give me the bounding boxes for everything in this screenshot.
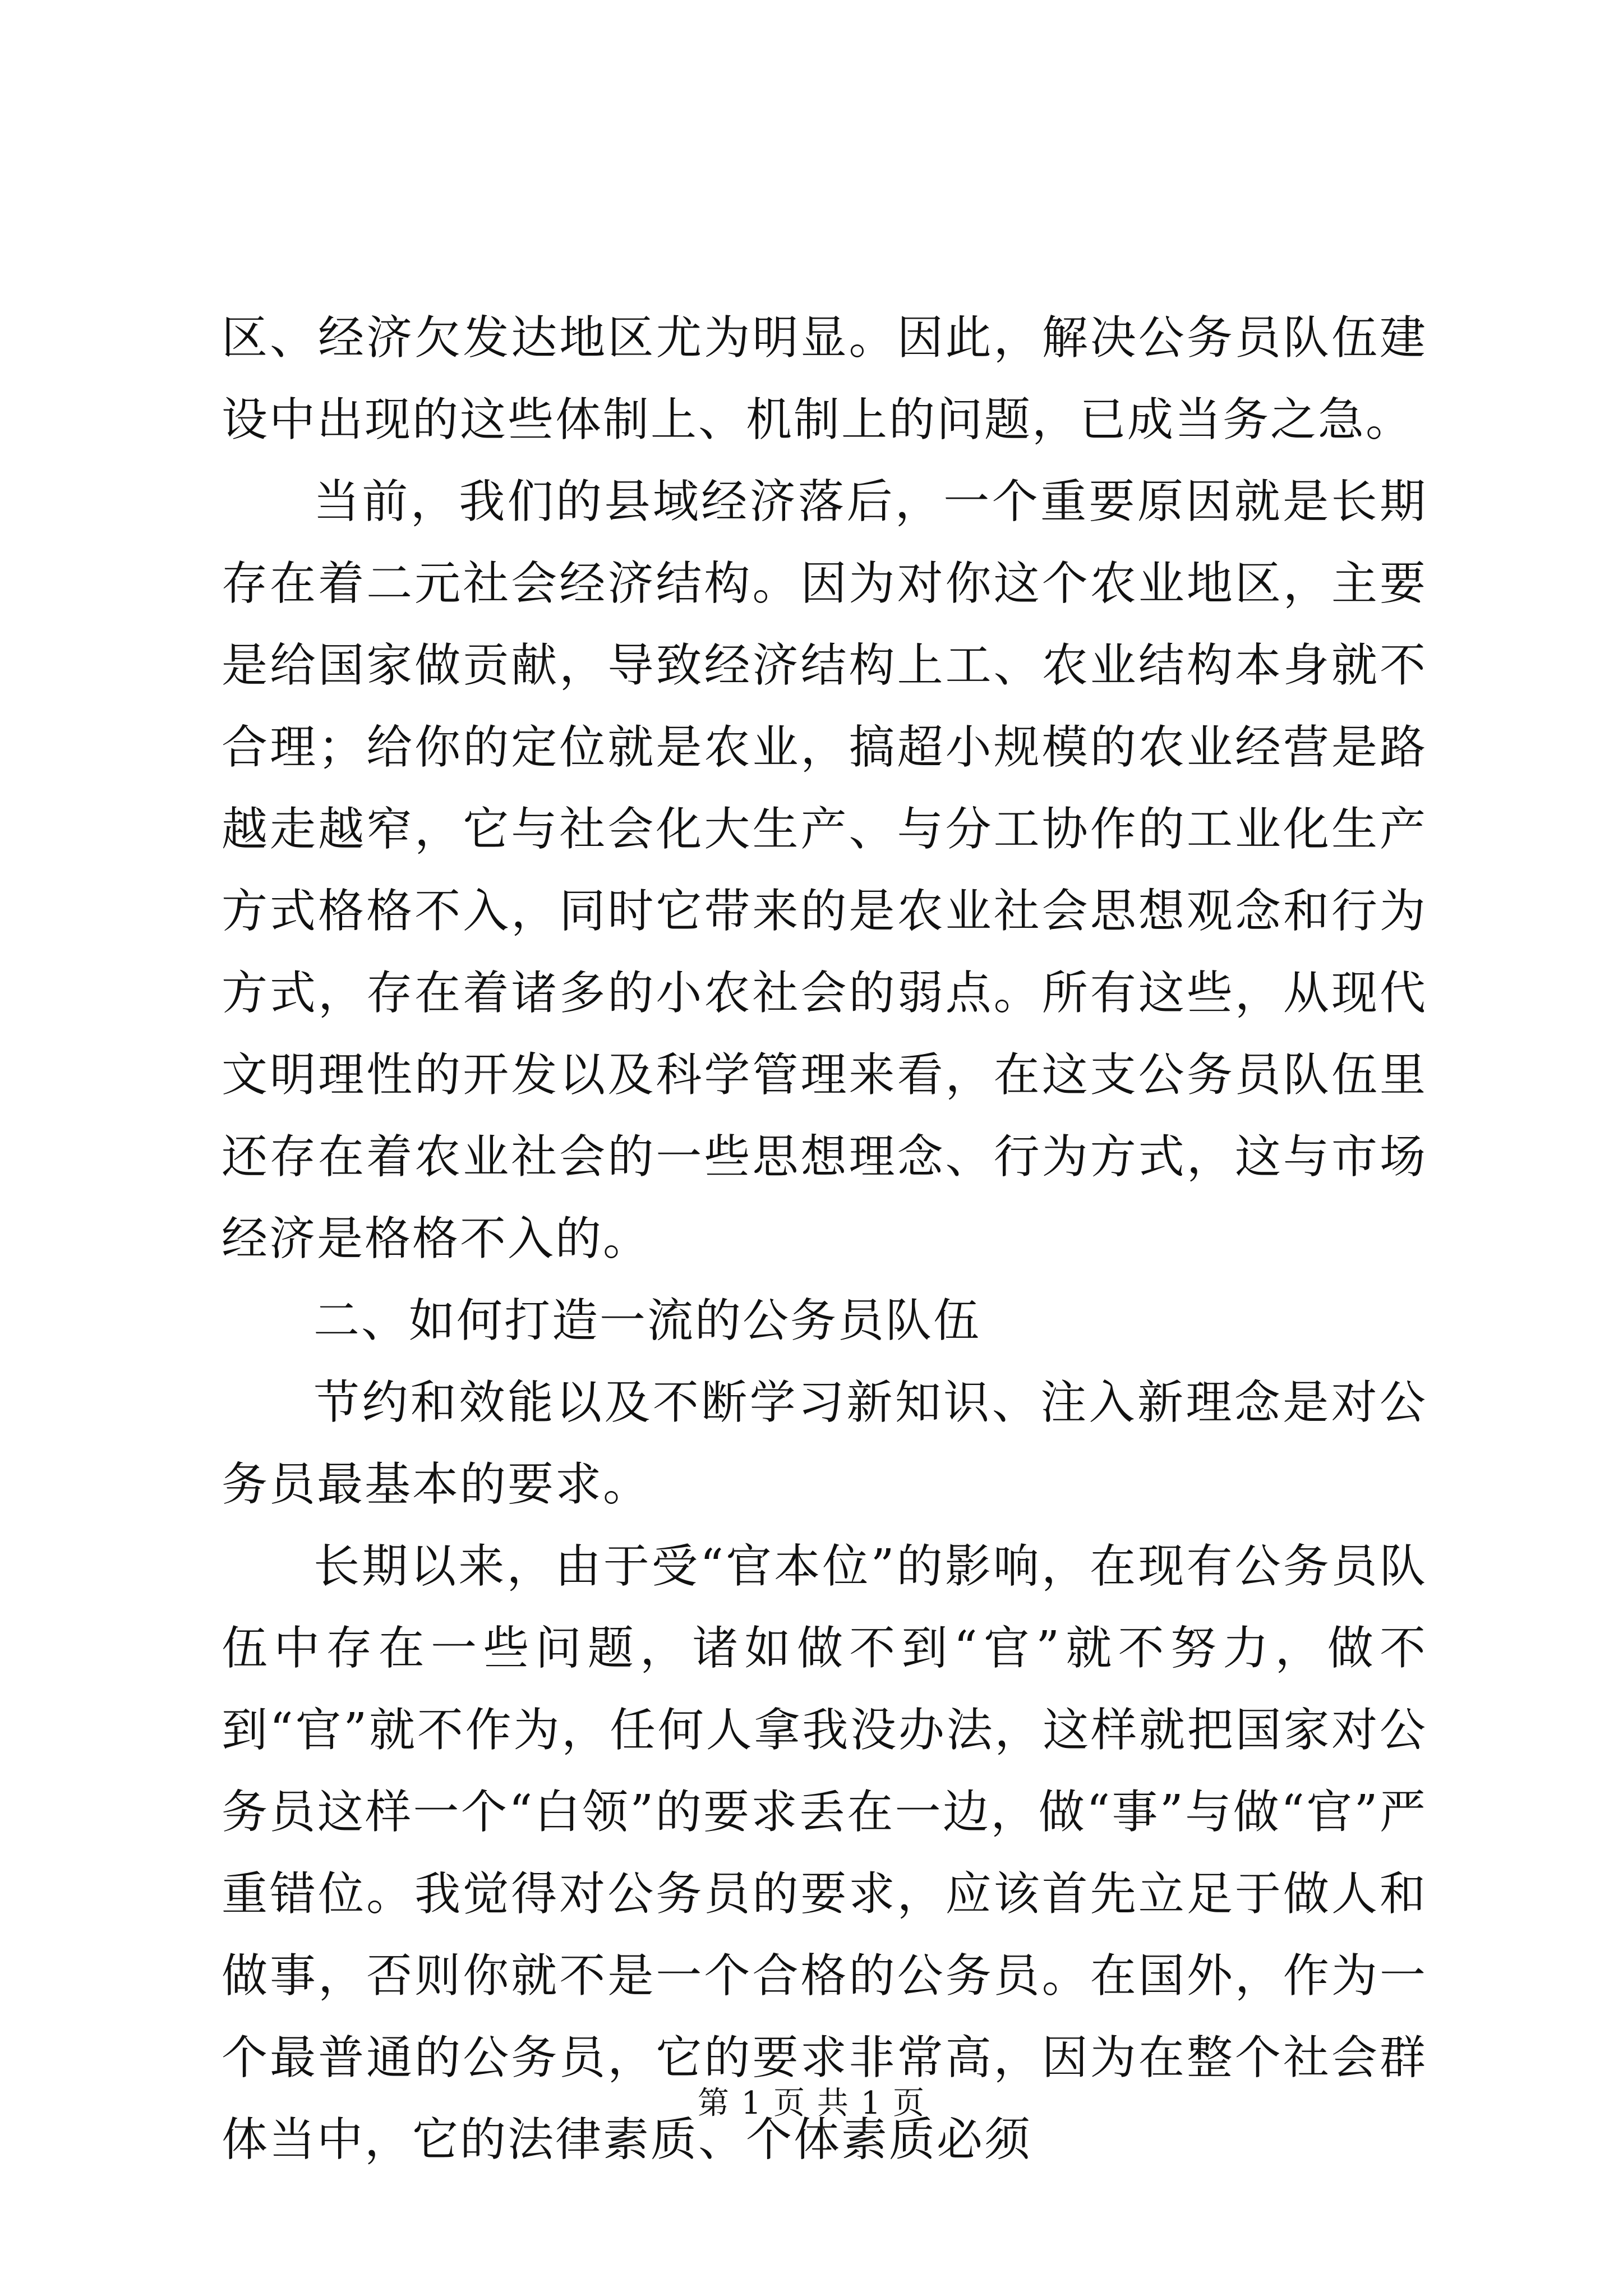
page-number-footer: 第 1 页 共 1 页 (697, 2085, 926, 2122)
paragraph-dual-structure: 当前，我们的县域经济落后，一个重要原因就是长期存在着二元社会经济结构。因为对你这个农业地区，主要是给国家做贡献，导致经济结构上工、农业结构本身就不合理；给你的定位就是农业，搞超小规模的农业经营是路越走越窄，它与社会化大生产、与分工协作的工业化生产方式格格不入，同时它带来的是农业社会思想观念和行为方式，存在着诸多的小农社会的弱点。所有这些，从现代文明理性的开发以及科学管理来看，在这支公务员队伍里还存在着农业社会的一些思想理念、行为方式，这与市场经济是格格不入的。 (222, 475, 1427, 1266)
paragraph-official-standard: 长期以来，由于受“官本位”的影响，在现有公务员队伍中存在一些问题，诸如做不到“官”就不努力，做不到“官”就不作为，任何人拿我没办法，这样就把国家对公务员这样一个“白领”的要求丢在一边，做“事”与做“官”严重错位。我觉得对公务员的要求，应该首先立足于做人和做事，否则你就不是一个合格的公务员。在国外，作为一个最普通的公务员，它的要求非常高，因为在整个社会群体当中，它的法律素质、个体素质必须 (222, 1540, 1427, 2166)
paragraph-basic-requirements: 节约和效能以及不断学习新知识、注入新理念是对公务员最基本的要求。 (222, 1376, 1427, 1511)
section-heading: 二、如何打造一流的公务员队伍 (313, 1294, 981, 1347)
paragraph-continuation: 区、经济欠发达地区尤为明显。因此，解决公务员队伍建设中出现的这些体制上、机制上的问题，已成当务之急。 (222, 311, 1427, 447)
document-body (222, 297, 1427, 2181)
